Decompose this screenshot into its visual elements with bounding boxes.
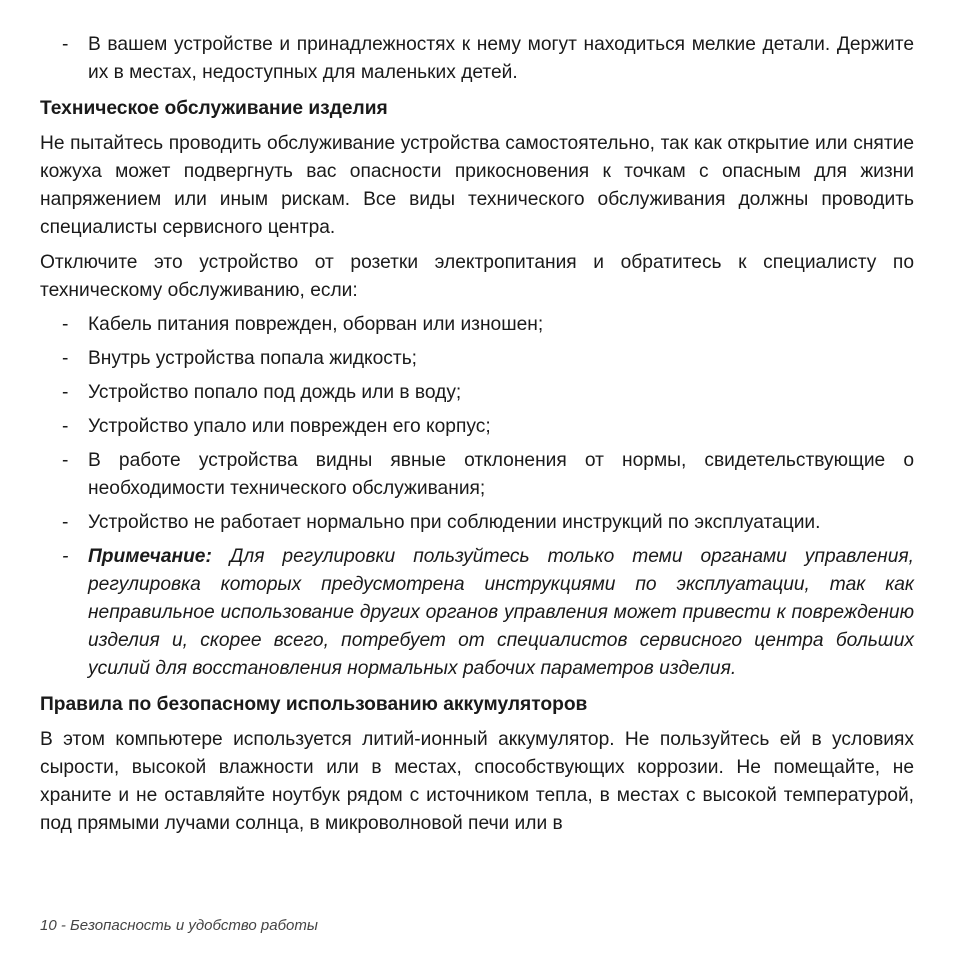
bullet-dash: - bbox=[62, 416, 69, 437]
list-item-text: Устройство попало под дождь или в воду; bbox=[88, 382, 462, 403]
list-item-text: Кабель питания поврежден, оборван или изношен; bbox=[88, 314, 544, 335]
list-item bbox=[40, 379, 914, 407]
list-item-text: Устройство упало или поврежден его корпус; bbox=[88, 416, 491, 437]
list-item bbox=[40, 447, 914, 503]
bullet-dash: - bbox=[62, 382, 69, 403]
paragraph-disconnect-conditions: Отключите это устройство от розетки электропитания и обратитесь к специалисту по техническому обслуживанию, если: bbox=[40, 252, 914, 301]
list-item-text: В вашем устройстве и принадлежностях к нему могут находиться мелкие детали. Держите их в местах, недоступных для маленьких детей. bbox=[88, 34, 914, 83]
note-label: Примечание: bbox=[88, 546, 212, 567]
section-heading-maintenance: Техническое обслуживание изделия bbox=[40, 98, 388, 119]
bullet-dash: - bbox=[62, 34, 69, 55]
list-item-note bbox=[40, 543, 914, 683]
bullet-dash: - bbox=[62, 314, 69, 335]
list-item-text: Устройство не работает нормально при соблюдении инструкций по эксплуатации. bbox=[88, 512, 821, 533]
paragraph-battery-usage: В этом компьютере используется литий-ионный аккумулятор. Не пользуйтесь ей в условиях сырости, высокой влажности или в местах, способствующих коррозии. Не помещайте, не храните и не оставляйте ноутбук рядом с источником тепла, в местах с высокой температурой, под прямыми лучами солнца, в микроволновой печи или в bbox=[40, 729, 914, 834]
list-item-text: Внутрь устройства попала жидкость; bbox=[88, 348, 418, 369]
bullet-dash: - bbox=[62, 546, 69, 567]
bullet-dash: - bbox=[62, 450, 69, 471]
list-item bbox=[40, 413, 914, 441]
list-item bbox=[40, 509, 914, 537]
bullet-dash: - bbox=[62, 512, 69, 533]
list-item bbox=[40, 311, 914, 339]
list-item-text: В работе устройства видны явные отклонения от нормы, свидетельствующие о необходимости технического обслуживания; bbox=[88, 450, 914, 499]
page-footer: 10 - Безопасность и удобство работы bbox=[40, 917, 318, 934]
note-text-block bbox=[88, 543, 914, 683]
bullet-dash: - bbox=[62, 348, 69, 369]
section-heading-battery-safety: Правила по безопасному использованию аккумуляторов bbox=[40, 694, 588, 715]
note-text: Для регулировки пользуйтесь только теми органами управления, регулировка которых предусмотрена инструкциями по эксплуатации, так как неправильное использование других органов управления может привести к повреждению изделия и, скорее всего, потребует от специалистов сервисного центра больших усилий для восстановления нормальных рабочих параметров изделия. bbox=[88, 546, 914, 679]
list-item-small-parts bbox=[40, 31, 914, 87]
paragraph-maintenance-warning: Не пытайтесь проводить обслуживание устройства самостоятельно, так как открытие или снятие кожуха может подвергнуть вас опасности прикосновения к точкам с опасным для жизни напряжением или иным рискам. Все виды технического обслуживания должны проводить специалисты сервисного центра. bbox=[40, 133, 914, 238]
list-item bbox=[40, 345, 914, 373]
